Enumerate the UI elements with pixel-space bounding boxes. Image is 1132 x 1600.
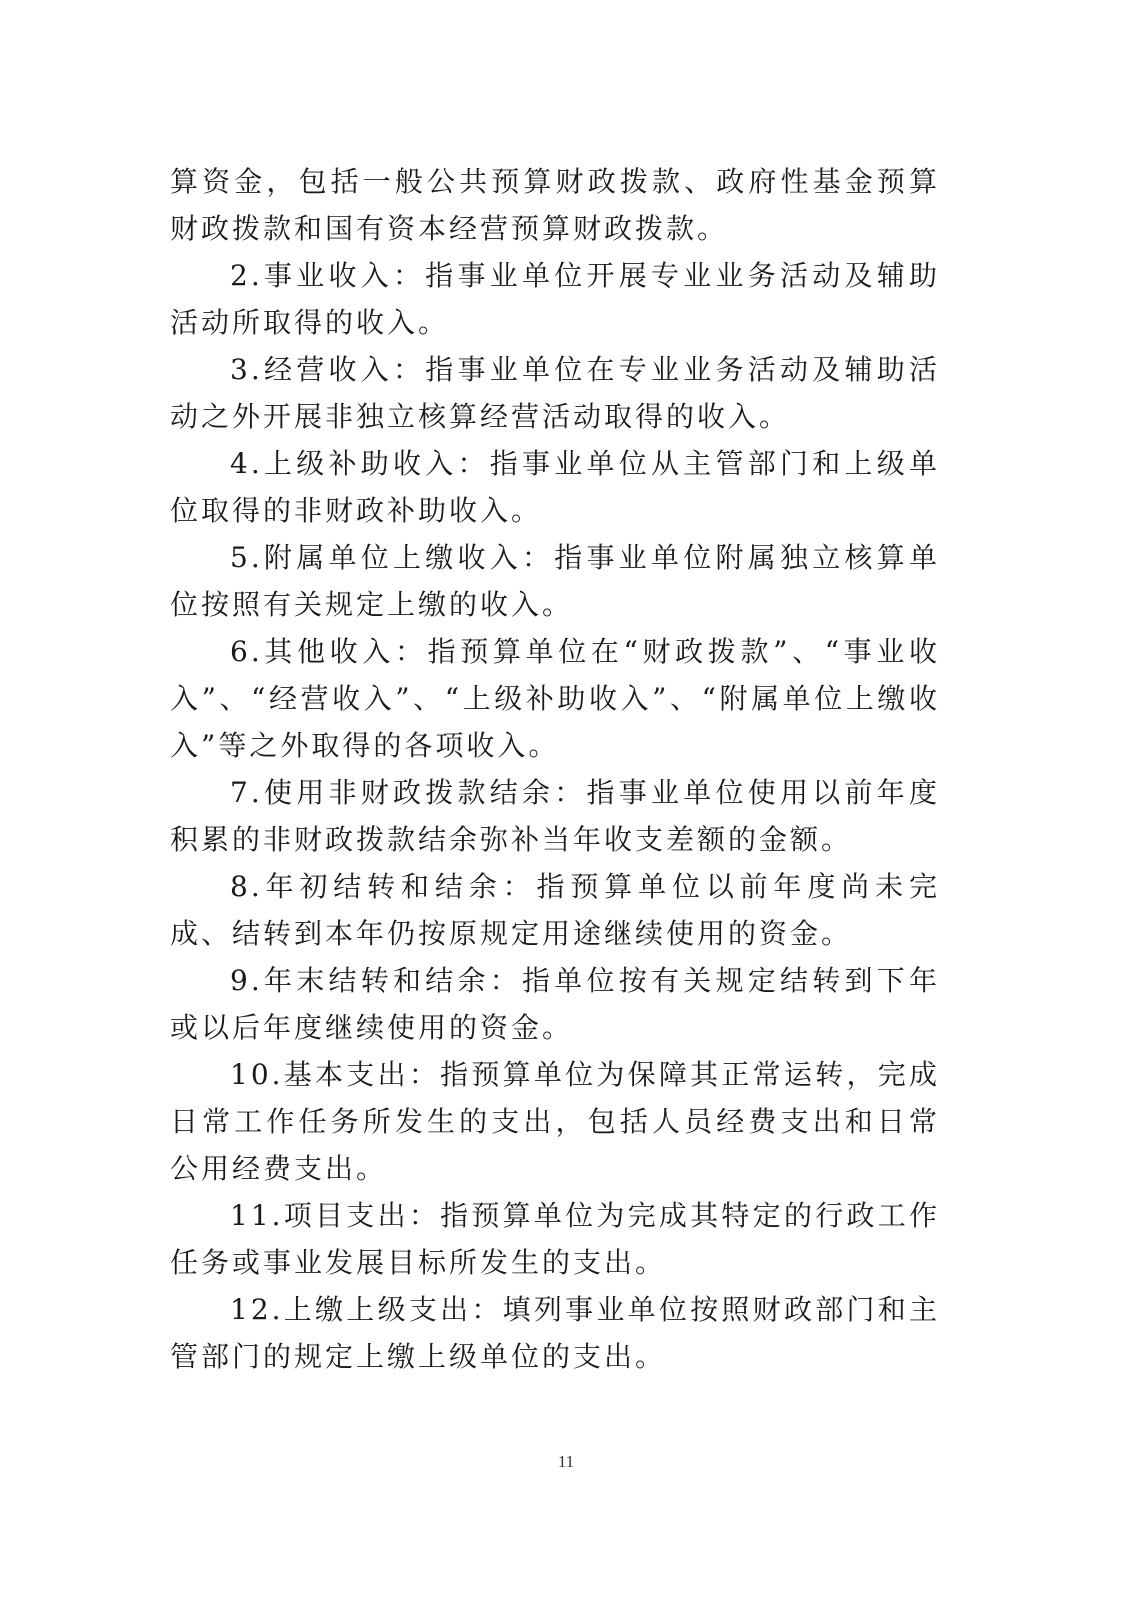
paragraph-item-8: 8.年初结转和结余：指预算单位以前年度尚未完成、结转到本年仍按原规定用途继续使用的资金。 — [170, 870, 940, 950]
paragraph-item-7: 7.使用非财政拨款结余：指事业单位使用以前年度积累的非财政拨款结余弥补当年收支差额的金额。 — [170, 776, 940, 856]
paragraph-item-9: 9.年末结转和结余：指单位按有关规定结转到下年或以后年度继续使用的资金。 — [170, 964, 940, 1044]
paragraph-item-6: 6.其他收入：指预算单位在“财政拨款”、“事业收入”、“经营收入”、“上级补助收入”、“附属单位上缴收入”等之外取得的各项收入。 — [170, 635, 940, 762]
page-number: 11 — [557, 1452, 575, 1471]
paragraph-item-12: 12.上缴上级支出：填列事业单位按照财政部门和主管部门的规定上缴上级单位的支出。 — [170, 1293, 940, 1373]
body-text — [170, 158, 940, 1380]
paragraph-continuation: 算资金，包括一般公共预算财政拨款、政府性基金预算财政拨款和国有资本经营预算财政拨款。 — [170, 165, 940, 245]
paragraph-item-11: 11.项目支出：指预算单位为完成其特定的行政工作任务或事业发展目标所发生的支出。 — [170, 1199, 940, 1279]
paragraph-item-4: 4.上级补助收入：指事业单位从主管部门和上级单位取得的非财政补助收入。 — [170, 447, 940, 527]
paragraph-item-5: 5.附属单位上缴收入：指事业单位附属独立核算单位按照有关规定上缴的收入。 — [170, 541, 940, 621]
paragraph-item-3: 3.经营收入：指事业单位在专业业务活动及辅助活动之外开展非独立核算经营活动取得的收入。 — [170, 353, 940, 433]
paragraph-item-2: 2.事业收入：指事业单位开展专业业务活动及辅助活动所取得的收入。 — [170, 259, 940, 339]
paragraph-item-10: 10.基本支出：指预算单位为保障其正常运转，完成日常工作任务所发生的支出，包括人员经费支出和日常公用经费支出。 — [170, 1058, 940, 1185]
